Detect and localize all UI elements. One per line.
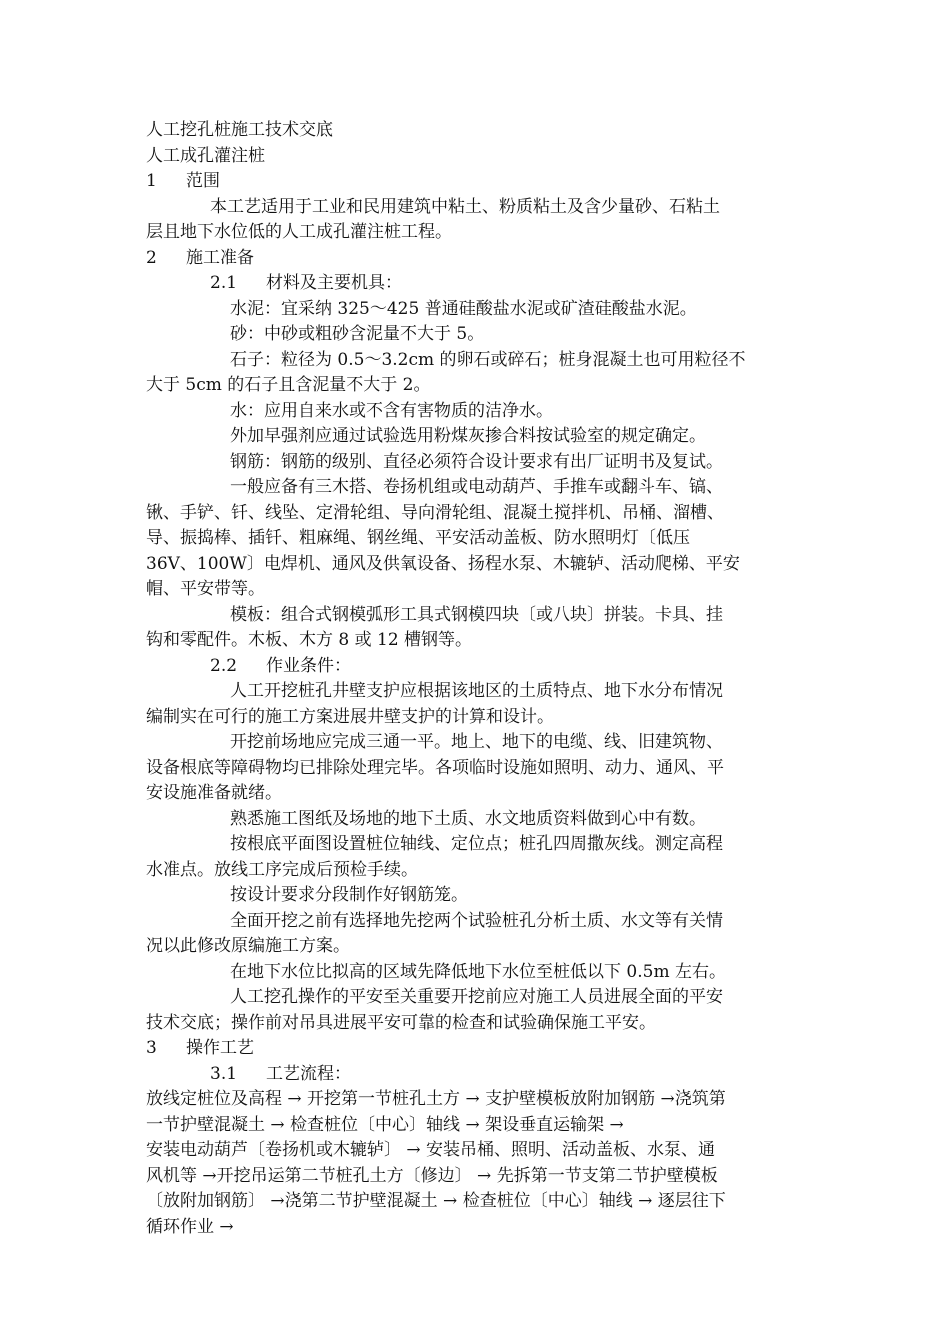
text-line xyxy=(146,1138,806,1164)
line-text: 循环作业 → xyxy=(146,1216,234,1237)
text-line xyxy=(146,118,806,144)
line-text: 人工挖孔操作的平安至关重要开挖前应对施工人员进展全面的平安 xyxy=(230,987,723,1007)
text-line xyxy=(146,501,806,527)
document-body xyxy=(146,118,806,1240)
text-line xyxy=(146,246,806,272)
text-line xyxy=(146,1087,806,1113)
line-text: 况以此修改原编施工方案。 xyxy=(146,936,350,956)
text-line xyxy=(146,220,806,246)
text-line xyxy=(146,450,806,476)
text-line xyxy=(146,1164,806,1190)
text-line xyxy=(146,144,806,170)
line-text: 安装电动葫芦〔卷扬机或木辘轳〕 → 安装吊桶、照明、活动盖板、水泵、通 xyxy=(146,1140,716,1160)
line-text: 砂：中砂或粗砂含泥量不大于 5。 xyxy=(230,324,485,344)
line-text: 施工准备 xyxy=(186,247,254,268)
line-text: 安设施准备就绪。 xyxy=(146,783,282,803)
line-text: 外加早强剂应通过试验选用粉煤灰掺合料按试验室的规定确定。 xyxy=(230,426,706,446)
section-number: 1 xyxy=(146,171,157,191)
text-line xyxy=(146,1189,806,1215)
line-text: 作业条件： xyxy=(266,655,351,676)
line-text: 石子：粒径为 0.5～3.2cm 的卵石或碎石；桩身混凝土也可用粒径不 xyxy=(230,349,746,370)
line-text: 水泥：宜采纳 325～425 普通硅酸盐水泥或矿渣硅酸盐水泥。 xyxy=(230,298,697,319)
text-line xyxy=(146,934,806,960)
line-text: 〔放附加钢筋〕 →浇第二节护壁混凝土 → 检查桩位〔中心〕轴线 → 逐层往下 xyxy=(146,1191,726,1211)
text-line xyxy=(146,654,806,680)
text-line xyxy=(146,730,806,756)
text-line xyxy=(146,628,806,654)
text-line xyxy=(146,322,806,348)
text-line xyxy=(146,399,806,425)
section-number: 3 xyxy=(146,1038,157,1058)
line-text: 开挖前场地应完成三通一平。地上、地下的电缆、线、旧建筑物、 xyxy=(230,732,723,752)
line-text: 按设计要求分段制作好钢筋笼。 xyxy=(230,885,468,905)
line-text: 钢筋：钢筋的级别、直径必须符合设计要求有出厂证明书及复试。 xyxy=(230,451,723,472)
text-line xyxy=(146,348,806,374)
text-line xyxy=(146,781,806,807)
line-text: 大于 5cm 的石子且含泥量不大于 2。 xyxy=(146,375,431,395)
line-text: 技术交底；操作前对吊具进展平安可靠的检查和试验确保施工平安。 xyxy=(146,1012,656,1033)
subsection-number: 3.1 xyxy=(210,1063,238,1084)
line-text: 操作工艺 xyxy=(186,1038,254,1058)
line-text: 水准点。放线工序完成后预检手续。 xyxy=(146,859,418,880)
line-text: 放线定桩位及高程 → 开挖第一节桩孔土方 → 支护壁模板放附加钢筋 →浇筑第 xyxy=(146,1089,726,1109)
line-text: 水：应用自来水或不含有害物质的洁净水。 xyxy=(230,400,553,421)
text-line xyxy=(146,297,806,323)
line-text: 编制实在可行的施工方案进展井壁支护的计算和设计。 xyxy=(146,706,554,727)
text-line xyxy=(146,832,806,858)
text-line xyxy=(146,424,806,450)
text-line xyxy=(146,985,806,1011)
text-line xyxy=(146,1215,806,1241)
text-line xyxy=(146,1036,806,1062)
text-line xyxy=(146,577,806,603)
line-text: 熟悉施工图纸及场地的地下土质、水文地质资料做到心中有数。 xyxy=(230,808,706,829)
text-line xyxy=(146,858,806,884)
text-line xyxy=(146,705,806,731)
text-line xyxy=(146,1113,806,1139)
text-line xyxy=(146,883,806,909)
line-text: 模板：组合式钢模弧形工具式钢模四块〔或八块〕拼装。卡具、挂 xyxy=(230,604,723,625)
line-text: 材料及主要机具： xyxy=(266,273,402,293)
text-line xyxy=(146,195,806,221)
text-line xyxy=(146,373,806,399)
line-text: 人工开挖桩孔井壁支护应根据该地区的土质特点、地下水分布情况 xyxy=(230,681,723,701)
text-line xyxy=(146,679,806,705)
section-number: 2 xyxy=(146,247,157,268)
line-text: 风机等 →开挖吊运第二节桩孔土方〔修边〕 → 先拆第一节支第二节护壁模板 xyxy=(146,1165,718,1186)
line-text: 本工艺适用于工业和民用建筑中粘土、粉质粘土及含少量砂、石粘土 xyxy=(210,196,720,217)
text-line xyxy=(146,475,806,501)
text-line xyxy=(146,526,806,552)
line-text: 设备根底等障碍物均已排除处理完毕。各项临时设施如照明、动力、通风、平 xyxy=(146,757,724,778)
text-line xyxy=(146,756,806,782)
line-text: 一节护壁混凝土 → 检查桩位〔中心〕轴线 → 架设垂直运输架 → xyxy=(146,1114,624,1135)
line-text: 人工成孔灌注桩 xyxy=(146,145,265,166)
line-text: 人工挖孔桩施工技术交底 xyxy=(146,120,333,140)
text-line xyxy=(146,271,806,297)
line-text: 帽、平安带等。 xyxy=(146,579,265,599)
line-text: 36V、100W〕电焊机、通风及供氧设备、扬程水泵、木辘轳、活动爬梯、平安 xyxy=(146,553,740,574)
line-text: 工艺流程： xyxy=(266,1063,351,1084)
line-text: 锹、手铲、钎、线坠、定滑轮组、导向滑轮组、混凝土搅拌机、吊桶、溜槽、 xyxy=(146,502,724,523)
text-line xyxy=(146,1011,806,1037)
text-line xyxy=(146,960,806,986)
line-text: 范围 xyxy=(186,171,220,191)
subsection-number: 2.2 xyxy=(210,655,238,676)
line-text: 按根底平面图设置桩位轴线、定位点；桩孔四周撒灰线。测定高程 xyxy=(230,834,723,854)
text-line xyxy=(146,552,806,578)
subsection-number: 2.1 xyxy=(210,273,238,293)
line-text: 钩和零配件。木板、木方 8 或 12 槽钢等。 xyxy=(146,630,473,650)
line-text: 在地下水位比拟高的区域先降低地下水位至桩低以下 0.5m 左右。 xyxy=(230,961,726,982)
text-line xyxy=(146,603,806,629)
line-text: 导、振捣棒、插钎、粗麻绳、钢丝绳、平安活动盖板、防水照明灯〔低压 xyxy=(146,528,690,548)
line-text: 全面开挖之前有选择地先挖两个试验桩孔分析土质、水文等有关情 xyxy=(230,910,723,931)
line-text: 一般应备有三木搭、卷扬机组或电动葫芦、手推车或翻斗车、镐、 xyxy=(230,477,723,497)
text-line xyxy=(146,909,806,935)
text-line xyxy=(146,807,806,833)
text-line xyxy=(146,1062,806,1088)
line-text: 层且地下水位低的人工成孔灌注桩工程。 xyxy=(146,222,452,242)
text-line xyxy=(146,169,806,195)
